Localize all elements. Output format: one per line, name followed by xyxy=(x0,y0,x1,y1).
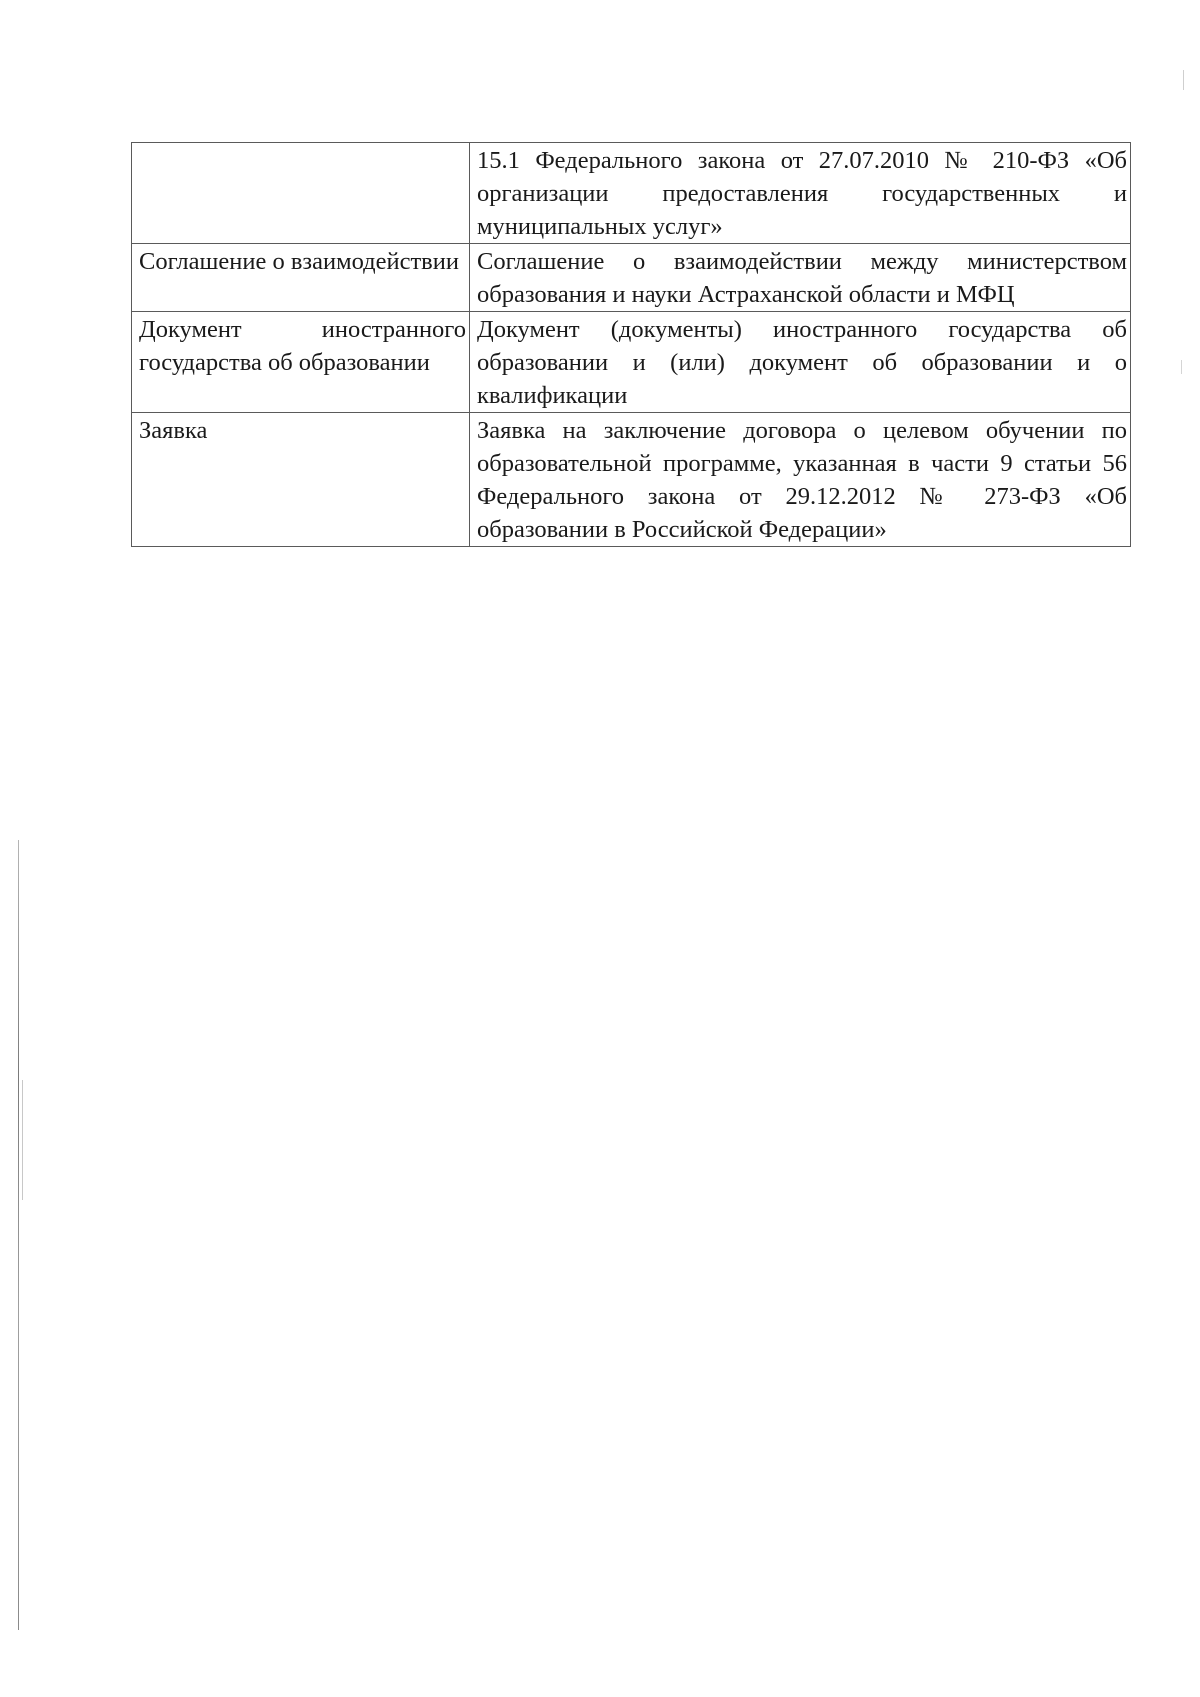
definition-cell xyxy=(470,413,1131,547)
definition-text: Заявка на заключение договора о целевом обучении по образовательной программе, указанная в части 9 статьи 56 Федерального закона от 29.12.2012 № 273-ФЗ «Об образовании в Российской Федерации» xyxy=(477,417,1127,543)
definition-cell xyxy=(470,312,1131,413)
scan-speck xyxy=(1181,360,1182,374)
scan-edge-line xyxy=(18,840,19,1630)
terms-definitions-table xyxy=(131,142,1131,547)
term-text: Документ иностранного государства об образовании xyxy=(139,316,466,376)
term-cell xyxy=(132,413,470,547)
table-row xyxy=(132,143,1131,244)
definition-cell xyxy=(470,143,1131,244)
definition-text: Соглашение о взаимодействии между министерством образования и науки Астраханской области и МФЦ xyxy=(477,248,1127,308)
term-cell xyxy=(132,143,470,244)
term-text: Заявка xyxy=(139,417,208,444)
definition-text: 15.1 Федерального закона от 27.07.2010 № 210-ФЗ «Об организации предоставления государственных и муниципальных услуг» xyxy=(477,147,1127,240)
definition-text: Документ (документы) иностранного государства об образовании и (или) документ об образовании и о квалификации xyxy=(477,316,1127,409)
table-row xyxy=(132,244,1131,312)
definition-cell xyxy=(470,244,1131,312)
term-cell xyxy=(132,312,470,413)
table-row xyxy=(132,413,1131,547)
term-text: Соглашение о взаимодействии xyxy=(139,248,459,275)
table-row xyxy=(132,312,1131,413)
scan-edge-line xyxy=(22,1080,23,1200)
term-cell xyxy=(132,244,470,312)
scan-speck xyxy=(1183,70,1184,90)
